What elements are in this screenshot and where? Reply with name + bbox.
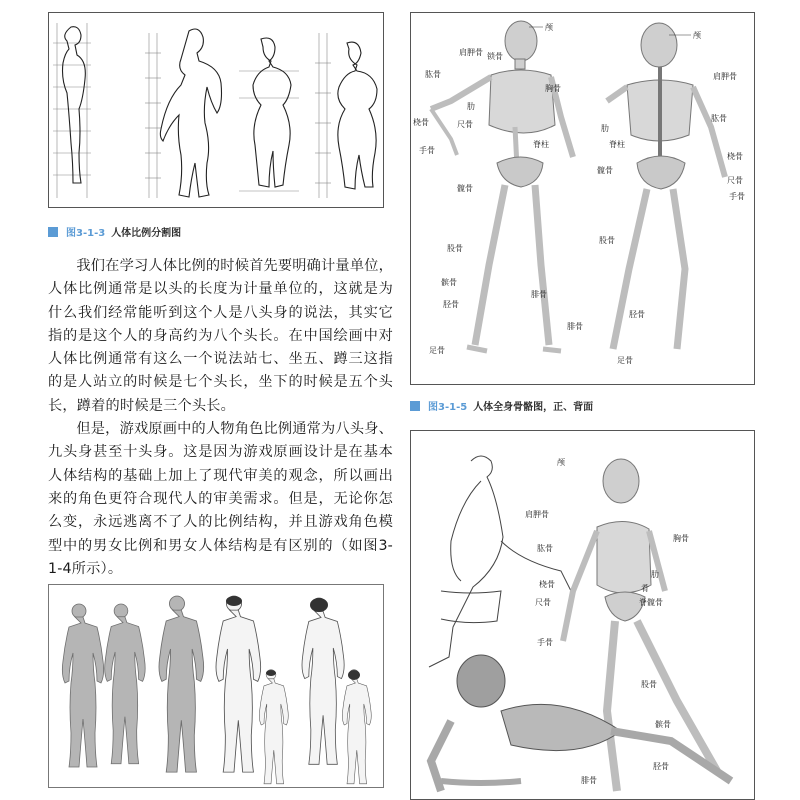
label-hand-back: 手骨: [729, 192, 745, 201]
label-hand-front: 手骨: [419, 146, 435, 155]
label-fibula: 腓骨: [581, 776, 597, 785]
figure-number: 图3-1-5: [428, 402, 468, 413]
label-rib-front: 肋: [467, 102, 475, 111]
label-hip-front: 髋骨: [457, 184, 473, 193]
label-radius-back: 桡骨: [727, 152, 743, 161]
skeleton-poses-image: [410, 430, 755, 800]
figure-title: 人体全身骨骼图，正、背面: [473, 402, 594, 413]
figure-3-1-3-caption: [48, 224, 181, 239]
label-clavicle-front: 锁骨: [487, 52, 503, 61]
label-misc: 肴: [641, 584, 649, 593]
label-rib: 肋: [651, 570, 659, 579]
label-foot-front: 足骨: [429, 346, 445, 355]
proportion-sketches: [49, 13, 383, 207]
label-humerus-back: 肱骨: [711, 114, 727, 123]
label-sternum: 胸骨: [673, 534, 689, 543]
label-skull: 颅: [557, 458, 565, 467]
label-humerus-front: 肱骨: [425, 70, 441, 79]
label-femur: 股骨: [641, 680, 657, 689]
label-spine-front: 脊柱: [533, 140, 549, 149]
label-humerus: 肱骨: [537, 544, 553, 553]
caption-marker: [410, 401, 420, 411]
label-tibia-front: 胫骨: [443, 300, 459, 309]
label-foot-back: 足骨: [617, 356, 633, 365]
body-text: [48, 255, 393, 581]
figure-3-1-5-image: [410, 12, 755, 385]
label-sternum-front: 胸骨: [545, 84, 561, 93]
label-ulna-back: 尺骨: [727, 176, 743, 185]
label-scapula: 肩胛骨: [525, 510, 549, 519]
label-fibula-back: 腓骨: [567, 322, 583, 331]
label-tibia-back: 胫骨: [629, 310, 645, 319]
label-radius: 桡骨: [539, 580, 555, 589]
caption-marker: [48, 227, 58, 237]
label-spine-hip: 脊髋骨: [639, 598, 663, 607]
male-female-figures: [49, 585, 383, 787]
label-scapula-front: 肩胛骨: [459, 48, 483, 57]
skeleton-poses: [411, 431, 754, 800]
label-hip-back: 髋骨: [597, 166, 613, 175]
label-fibula-front: 腓骨: [531, 290, 547, 299]
label-rib-back: 肋: [601, 124, 609, 133]
label-radius-front: 桡骨: [413, 118, 429, 127]
label-scapula-back: 肩胛骨: [713, 72, 737, 81]
label-ulna-front: 尺骨: [457, 120, 473, 129]
label-patella-front: 髌骨: [441, 278, 457, 287]
label-femur-front: 股骨: [447, 244, 463, 253]
label-ulna: 尺骨: [535, 598, 551, 607]
figure-3-1-3-image: [48, 12, 384, 208]
label-femur-back: 股骨: [599, 236, 615, 245]
label-skull-back: 颅: [693, 31, 701, 40]
figure-3-1-5-caption: [410, 398, 593, 413]
figure-3-1-4-image: [48, 584, 384, 788]
figure-title: 人体比例分割图: [111, 228, 182, 239]
paragraph-1: 我们在学习人体比例的时候首先要明确计量单位，人体比例通常是以头的长度为计量单位的，这就是为什么我们经常能听到这个人是八头身的说法，其实它指的是这个人的身高约为八个头长。在中国绘画中对人体比例通常有这么一个说法站七、坐五、蹲三这指的是人站立的时候是七个头长，坐下的时候是五个头长，蹲着的时候是三个头长。: [48, 258, 393, 414]
label-spine-back: 脊柱: [609, 140, 625, 149]
skeleton-front-back: [411, 13, 754, 384]
figure-number: 图3-1-3: [66, 228, 106, 239]
label-hand: 手骨: [537, 638, 553, 647]
label-patella: 髌骨: [655, 720, 671, 729]
paragraph-2: 但是，游戏原画中的人物角色比例通常为八头身、九头身甚至十头身。这是因为游戏原画设计是在基本人体结构的基础上加上了现代审美的观念，所以画出来的角色更符合现代人的审美需求。但是，无论你怎么变，永远逃离不了人的比例结构，并且游戏角色模型中的男女比例和男女人体结构是有区别的（如图3-1-4所示）。: [48, 421, 393, 577]
label-tibia: 胫骨: [653, 762, 669, 771]
label-skull-front: 颅: [545, 23, 553, 32]
